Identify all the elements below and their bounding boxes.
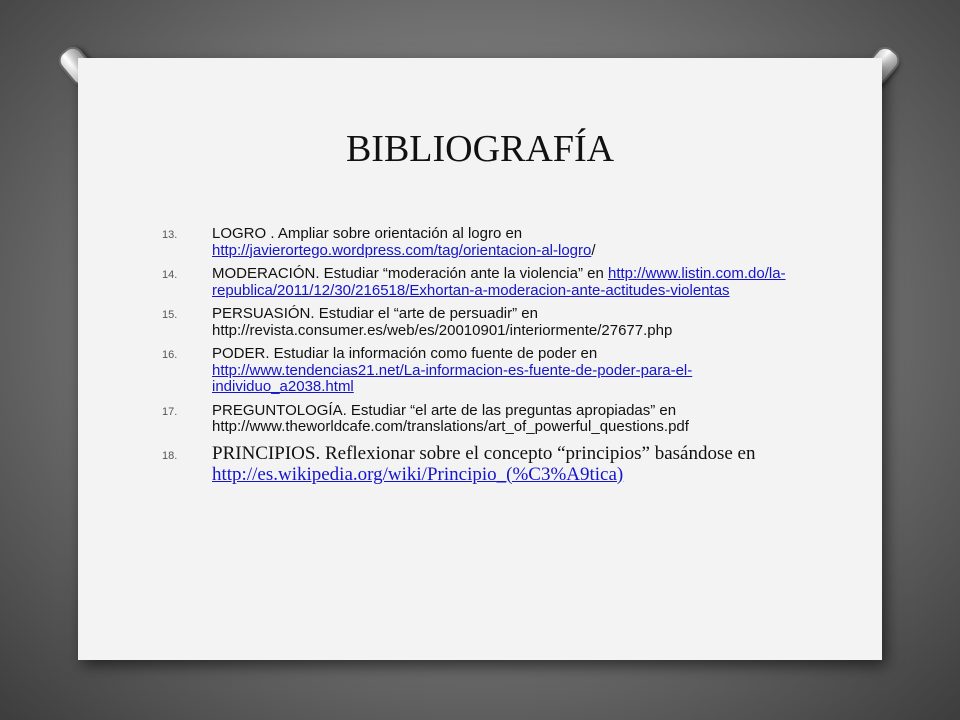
list-item xyxy=(162,266,792,299)
item-number: 16. xyxy=(162,349,178,361)
item-body: LOGRO . Ampliar sobre orientación al logro en xyxy=(212,225,523,242)
item-body: PODER. Estudiar la información como fuente de poder en xyxy=(212,345,598,362)
reference-link[interactable]: http://es.wikipedia.org/wiki/Principio_(%C3%A9tica) xyxy=(212,463,624,485)
list-item xyxy=(162,403,792,436)
bibliography-list xyxy=(162,226,792,492)
slide-title: BIBLIOGRAFÍA xyxy=(345,128,615,170)
item-text xyxy=(212,443,792,485)
list-item xyxy=(162,306,792,339)
item-body: PRINCIPIOS. Reflexionar sobre el concepto “principios” basándose en xyxy=(212,442,756,464)
item-suffix: / xyxy=(591,241,596,259)
item-text xyxy=(212,226,792,259)
item-number: 15. xyxy=(162,309,178,321)
item-text xyxy=(212,266,792,299)
list-item xyxy=(162,346,792,396)
list-item xyxy=(162,226,792,259)
item-number: 17. xyxy=(162,405,178,418)
item-text xyxy=(212,346,792,396)
item-text: PERSUASIÓN. Estudiar el “arte de persuadir” en http://revista.consumer.es/web/es/20010901/interiormente/27677.php xyxy=(212,305,673,339)
item-number: 18. xyxy=(162,449,178,462)
reference-link[interactable]: http://www.tendencias21.net/La-informacion-es-fuente-de-poder-para-el-individuo_a2038.html xyxy=(212,361,693,395)
item-text: PREGUNTOLOGÍA. Estudiar “el arte de las preguntas apropiadas” en http://www.theworldcafe.com/translations/art_of_powerful_questions.pdf xyxy=(212,401,689,435)
item-body: MODERACIÓN. Estudiar “moderación ante la violencia” en xyxy=(212,265,608,282)
item-number: 13. xyxy=(162,229,178,241)
item-number: 14. xyxy=(162,269,178,281)
reference-link[interactable]: http://javierortego.wordpress.com/tag/orientacion-al-logro xyxy=(212,241,592,259)
reference-link[interactable]: http://www.listin.com.do/la-republica/2011/12/30/216518/Exhortan-a-moderacion-ante-actitudes-violentas xyxy=(212,265,786,299)
list-item xyxy=(162,443,792,485)
